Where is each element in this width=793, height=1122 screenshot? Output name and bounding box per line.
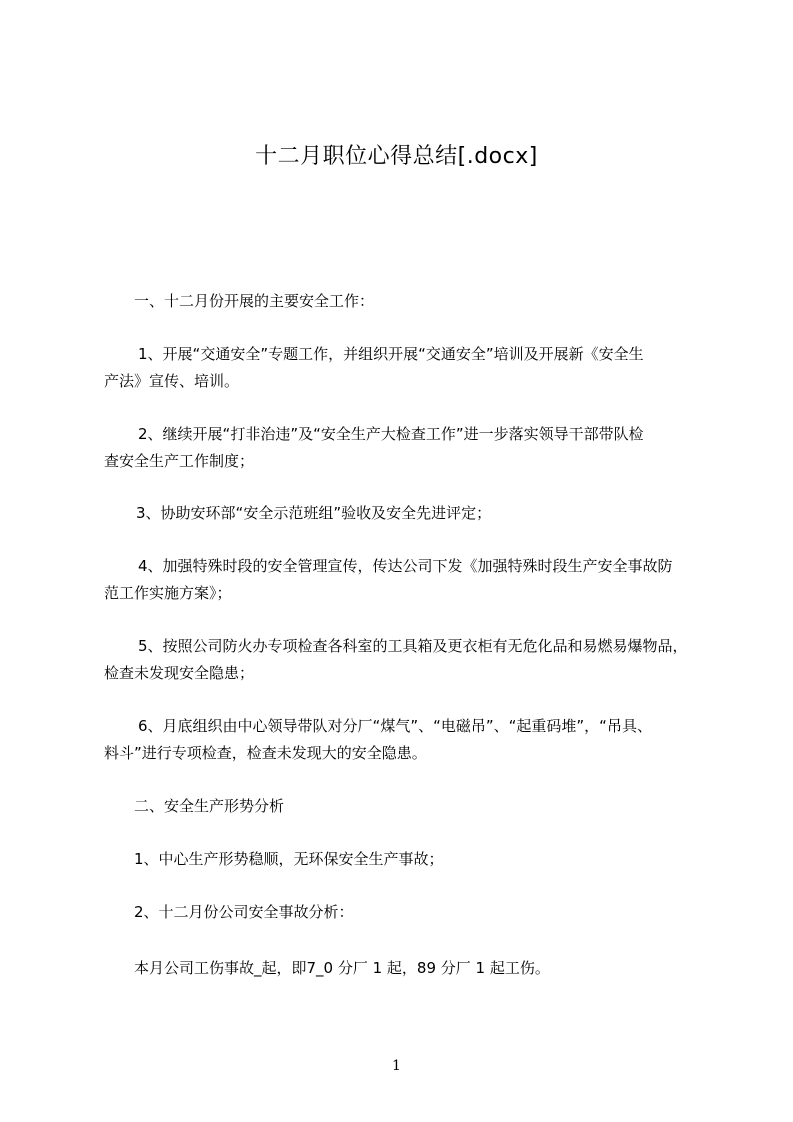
paragraph-line: 2、继续开展“打非治违”及“安全生产大检查工作”进一步落实领导干部带队检 (138, 425, 644, 443)
paragraph-line: 2、十二月份公司安全事故分析： (134, 903, 354, 921)
paragraph-line: 3、协助安环部“安全示范班组”验收及安全先进评定； (136, 504, 492, 522)
paragraph-analysis-2 (134, 899, 754, 926)
paragraph-item-1 (104, 341, 724, 395)
paragraph-item-4 (104, 553, 724, 607)
paragraph-line: 检查未发现安全隐患； (104, 664, 255, 682)
paragraph-line: 6、月底组织由中心领导带队对分厂“煤气”、“电磁吊”、“起重码堆”，“吊具、 (138, 717, 652, 735)
paragraph-line: 二、安全生产形势分析 (134, 797, 285, 815)
paragraph-item-2 (104, 421, 724, 475)
document-title: 十二月职位心得总结[.docx] (255, 144, 538, 169)
paragraph-line: 查安全生产工作制度； (104, 452, 255, 470)
paragraph-item-6 (104, 713, 724, 767)
paragraph-line: 5、按照公司防火办专项检查各科室的工具箱及更衣柜有无危化品和易燃易爆物品， (138, 637, 688, 655)
paragraph-item-3 (104, 500, 724, 527)
paragraph-line: 1、开展“交通安全”专题工作，并组织开展“交通安全”培训及开展新《安全生 (138, 345, 644, 363)
paragraph-line: 1、中心生产形势稳顺，无环保安全生产事故； (134, 850, 444, 868)
page-number: 1 (392, 1058, 401, 1074)
paragraph-analysis-1 (134, 846, 754, 873)
paragraph-line: 一、十二月份开展的主要安全工作： (134, 292, 375, 310)
paragraph-line: 范工作实施方案》； (104, 584, 232, 602)
paragraph-line: 本月公司工伤事故_起，即7_0 分厂 1 起，89 分厂 1 起工伤。 (134, 959, 550, 977)
paragraph-injury-summary (134, 955, 754, 982)
section-heading-safety-work (134, 288, 754, 315)
paragraph-item-5 (104, 633, 724, 687)
paragraph-line: 4、加强特殊时段的安全管理宣传，传达公司下发《加强特殊时段生产安全事故防 (138, 557, 673, 575)
section-heading-safety-analysis (134, 793, 754, 820)
paragraph-line: 产法》宣传、培训。 (104, 372, 240, 390)
paragraph-line: 料斗”进行专项检查，检查未发现大的安全隐患。 (104, 744, 427, 762)
